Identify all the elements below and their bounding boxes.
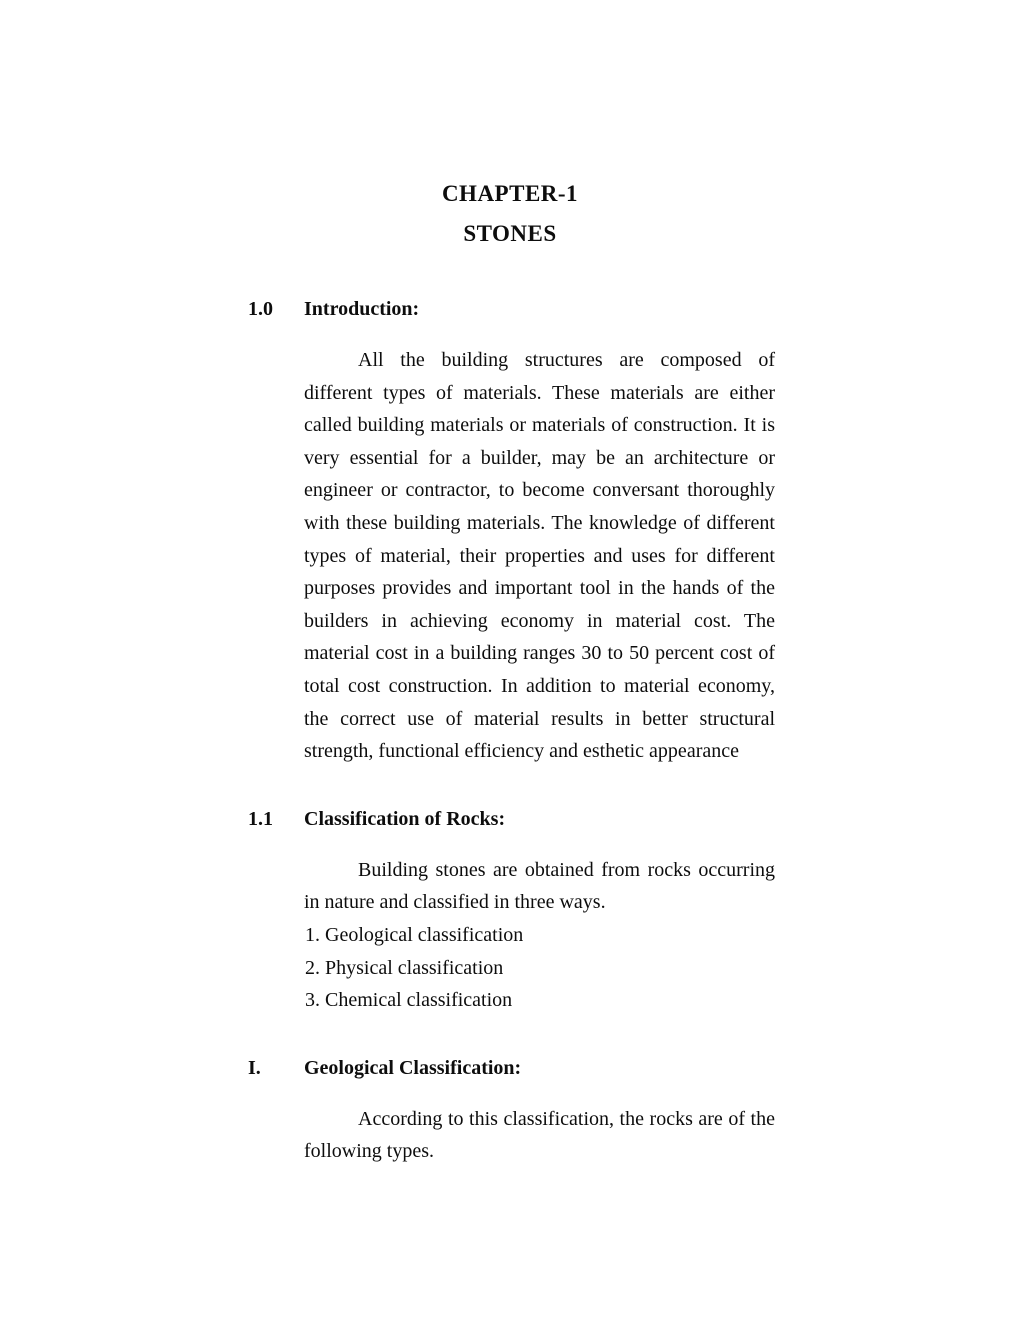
chapter-subtitle: STONES bbox=[463, 221, 557, 246]
section-heading: Introduction: bbox=[304, 298, 420, 320]
paragraph: All the building structures are composed of different types of materials. These materials are either called building materials or materials of construction. It is very essential for a builder, may be an architecture or engineer or contractor, to become conversant thoroughly with these building materials. The knowledge of different types of material, their properties and uses for different purposes provides and important tool in the hands of the builders in achieving economy in material cost. The material cost in a building ranges 30 to 50 percent cost of total cost construction. In addition to material economy, the correct use of material results in better structural strength, functional efficiency and esthetic appearance bbox=[304, 349, 775, 763]
section-number: 1.1 bbox=[248, 807, 273, 830]
section-heading: Geological Classification: bbox=[304, 1056, 522, 1079]
section-geological-classification bbox=[0, 1055, 1020, 1168]
list-item: 3. Chemical classification bbox=[305, 989, 513, 1012]
section-heading-row bbox=[248, 1055, 1020, 1081]
section-heading-row bbox=[248, 296, 1020, 322]
list-item: 1. Geological classification bbox=[305, 923, 524, 946]
paragraph: According to this classification, the rocks are of the following types. bbox=[304, 1107, 775, 1163]
section-number: I. bbox=[248, 1056, 261, 1079]
chapter-title: CHAPTER-1 bbox=[441, 181, 579, 206]
section-classification-of-rocks bbox=[0, 806, 1020, 1017]
section-number: 1.0 bbox=[248, 298, 273, 320]
section-heading-row bbox=[248, 806, 1020, 832]
chapter-title-block bbox=[0, 0, 1020, 254]
paragraph: Building stones are obtained from rocks occurring in nature and classified in three ways. bbox=[304, 858, 775, 914]
section-heading: Classification of Rocks: bbox=[304, 807, 506, 830]
list-item: 2. Physical classification bbox=[305, 956, 504, 979]
classification-list bbox=[305, 919, 775, 1017]
section-introduction bbox=[0, 296, 1020, 768]
